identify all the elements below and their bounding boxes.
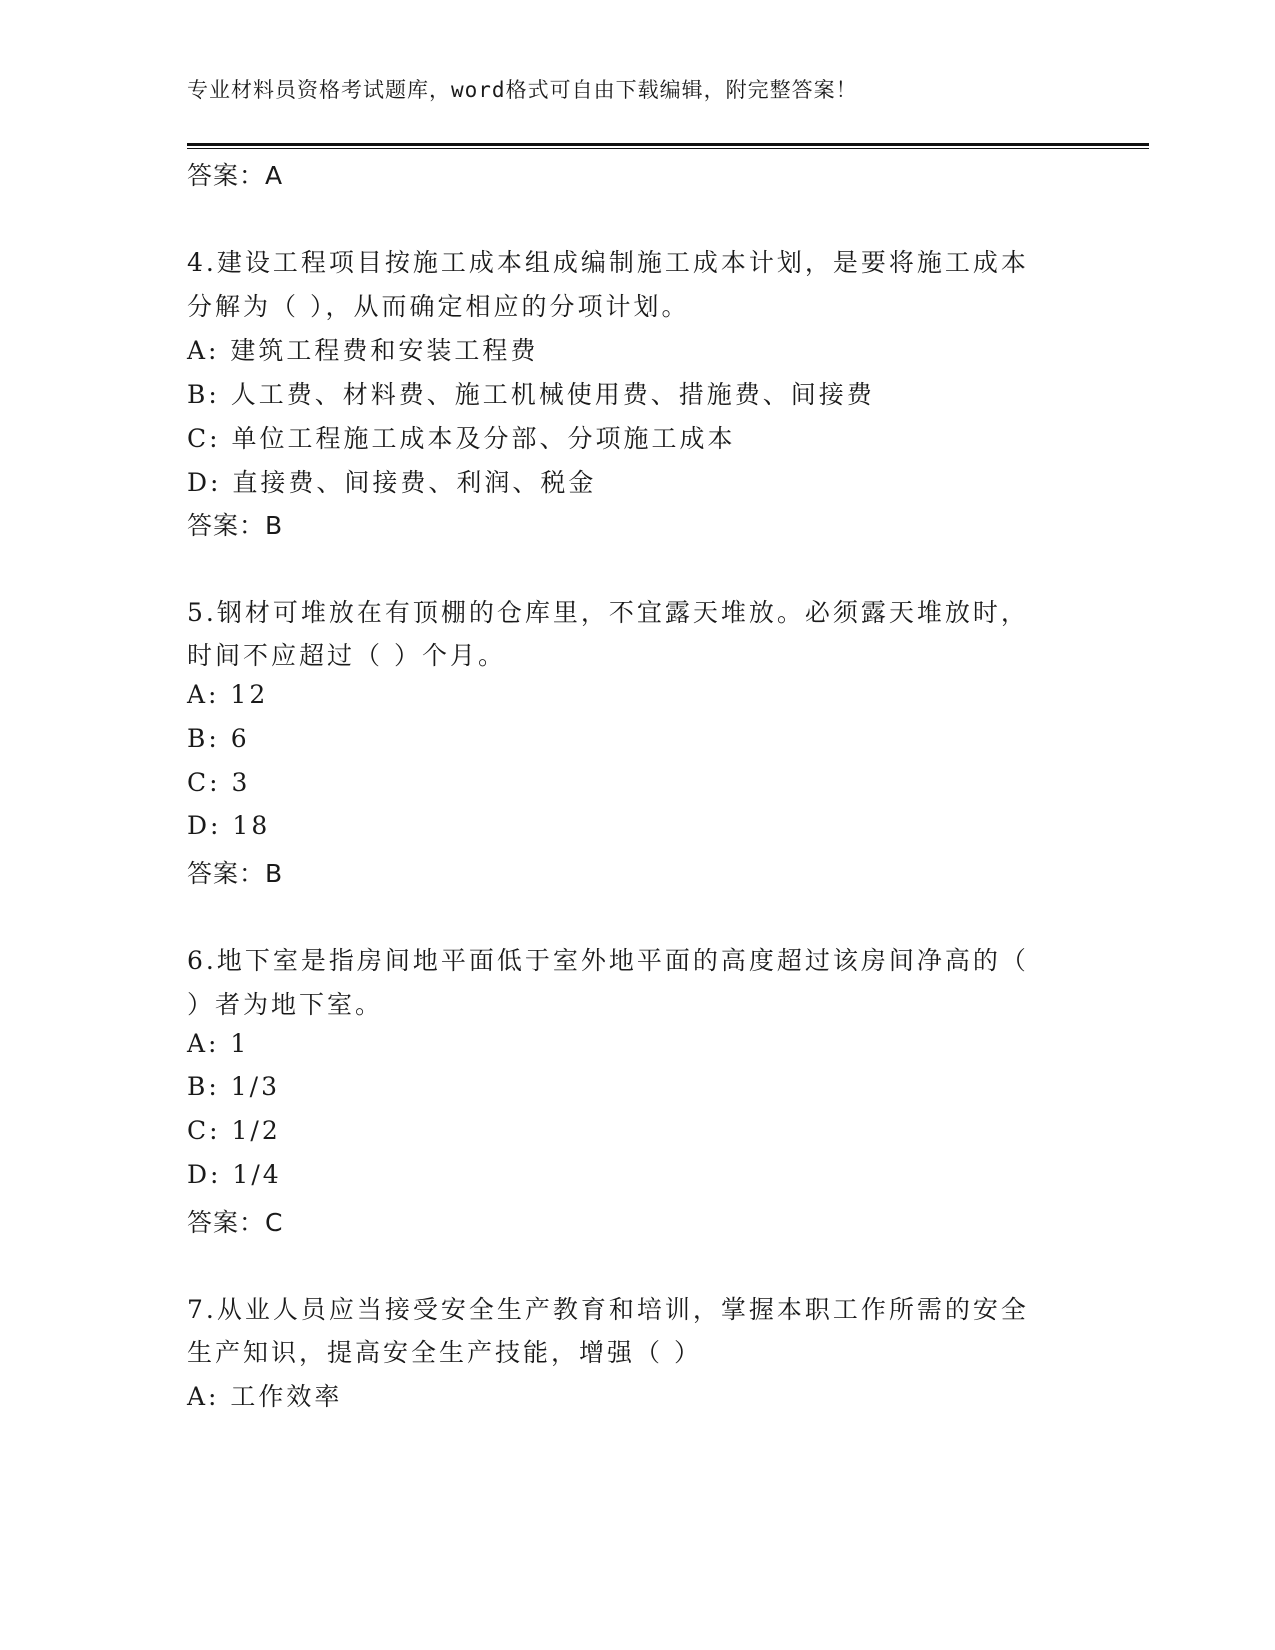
question-4-option-c: C: 单位工程施工成本及分部、分项施工成本 [187, 424, 736, 453]
question-5-option-c: C: 3 [187, 768, 251, 797]
question-6-option-c: C: 1/2 [187, 1116, 281, 1145]
question-4-option-a: A: 建筑工程费和安装工程费 [187, 336, 539, 365]
question-6-option-a: A: 1 [187, 1029, 250, 1058]
page-header: 专业材料员资格考试题库，word格式可自由下载编辑，附完整答案！ [187, 78, 858, 102]
answer-q4: 答案：B [187, 511, 284, 540]
question-4-text-line1: 4.建设工程项目按施工成本组成编制施工成本计划，是要将施工成本 [187, 248, 1029, 277]
header-divider-thin [187, 148, 1149, 149]
answer-q3: 答案：A [187, 161, 284, 190]
answer-q5: 答案：B [187, 859, 284, 888]
question-4-option-b: B: 人工费、材料费、施工机械使用费、措施费、间接费 [187, 380, 875, 409]
question-6-option-b: B: 1/3 [187, 1072, 280, 1101]
question-4-option-d: D: 直接费、间接费、利润、税金 [187, 468, 597, 497]
question-6-option-d: D: 1/4 [187, 1160, 282, 1189]
question-7-text-line2: 生产知识，提高安全生产技能，增强（ ） [187, 1338, 702, 1367]
question-4-text-line2: 分解为（ ），从而确定相应的分项计划。 [187, 292, 690, 321]
question-6-text-line2: ）者为地下室。 [187, 990, 384, 1019]
answer-q6: 答案：C [187, 1208, 284, 1237]
question-6-text-line1: 6.地下室是指房间地平面低于室外地平面的高度超过该房间净高的（ [187, 946, 1029, 975]
question-5-text-line2: 时间不应超过（ ）个月。 [187, 641, 506, 670]
question-7-text-line1: 7.从业人员应当接受安全生产教育和培训，掌握本职工作所需的安全 [187, 1295, 1029, 1324]
question-5-option-b: B: 6 [187, 724, 250, 753]
question-5-text-line1: 5.钢材可堆放在有顶棚的仓库里，不宜露天堆放。必须露天堆放时， [187, 598, 1029, 627]
header-divider-thick [187, 143, 1149, 146]
question-5-option-a: A: 12 [187, 680, 269, 709]
question-5-option-d: D: 18 [187, 811, 271, 840]
question-7-option-a: A: 工作效率 [187, 1382, 343, 1411]
